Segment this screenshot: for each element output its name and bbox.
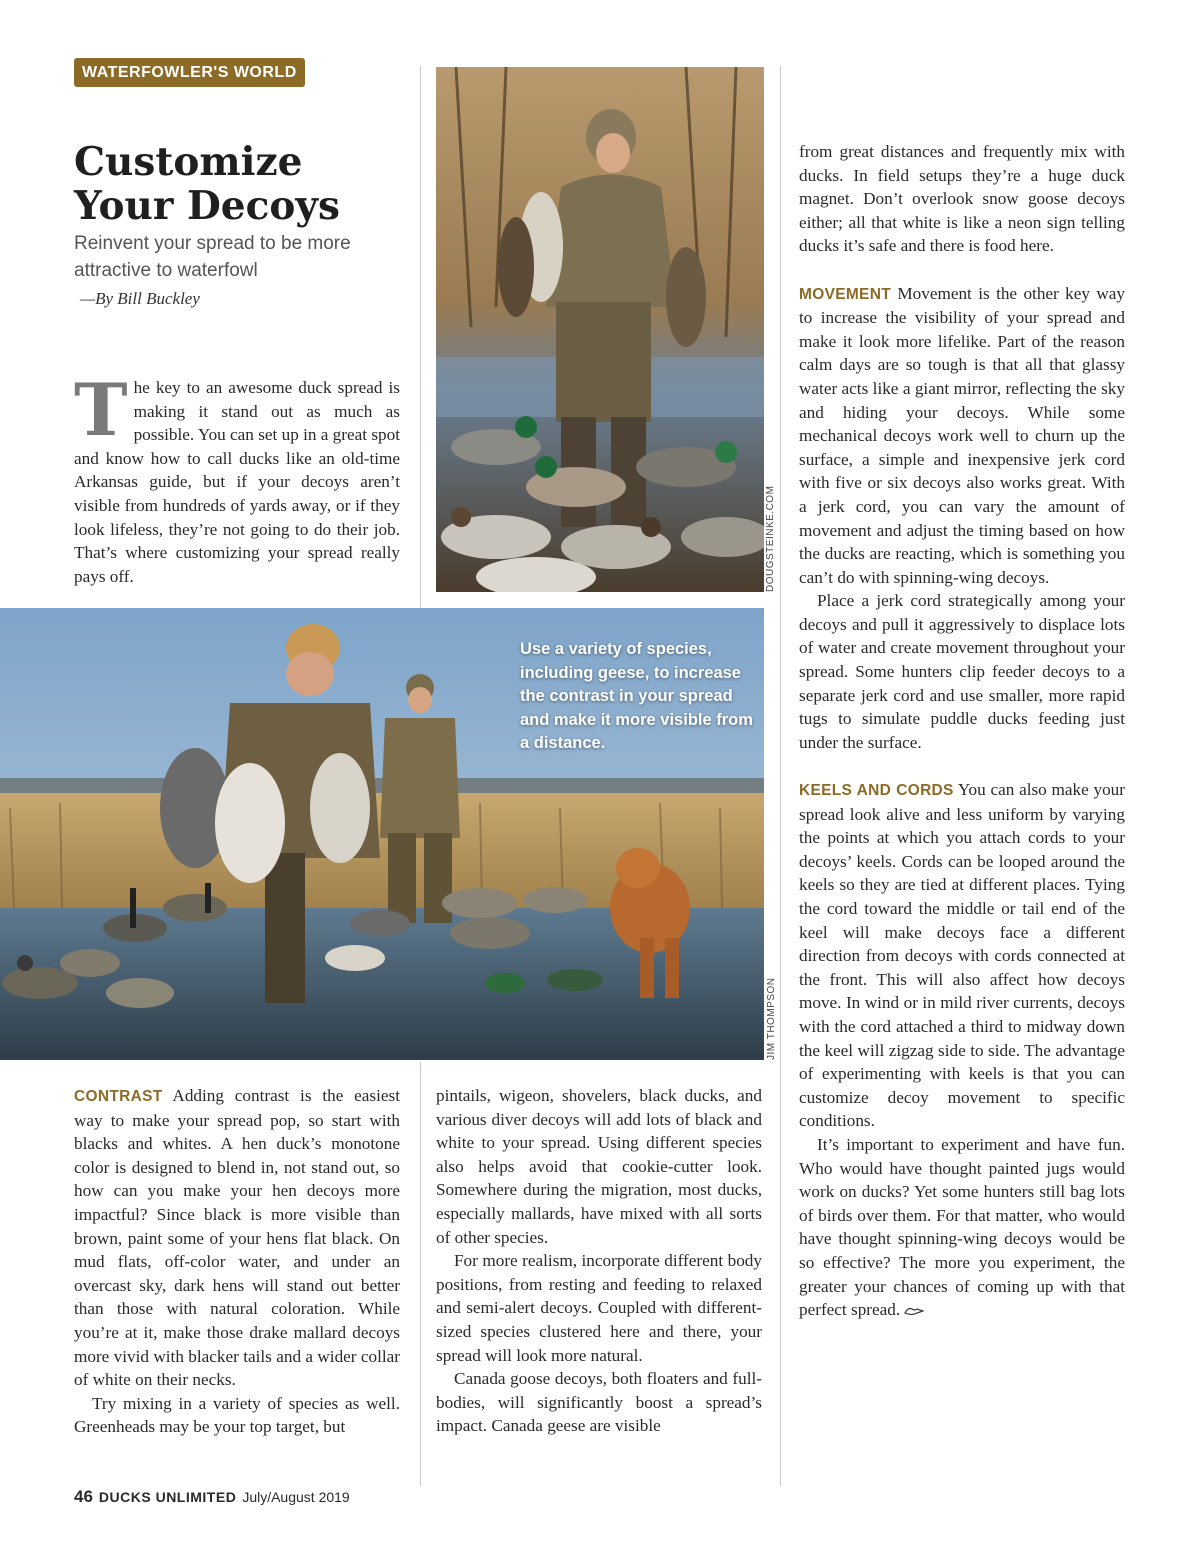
column-rule-right	[780, 66, 781, 1486]
drop-cap: T	[74, 367, 128, 452]
intro-paragraph	[74, 367, 400, 588]
contrast-paragraph	[74, 1084, 400, 1392]
movement-paragraph-2: Place a jerk cord strategically among your decoys and pull it aggressively to displace lots of water and create movement throughout your spread. Some hunters clip feeder decoys to a separate jerk cord and use smaller, more rapid tugs to simulate puddle ducks feeding just under the surface.	[799, 591, 1125, 752]
end-mark-duck-icon	[904, 1305, 924, 1317]
issue-date: July/August 2019	[242, 1489, 350, 1505]
photo-hunter-with-decoys	[436, 67, 764, 592]
deck-subtitle: Reinvent your spread to be more attractive to waterfowl	[74, 233, 351, 281]
middle-paragraph-2: For more realism, incorporate different body positions, from resting and feeding to relaxed and semi-alert decoys. Coupled with different-sized species clustered here and there, your spread will look more natural.	[436, 1251, 762, 1365]
photo-caption: Use a variety of species, including geese, to increase the contrast in your spread and make it more visible from a distance.	[520, 640, 753, 753]
keels-text: You can also make your spread look alive and less uniform by varying the points at which you attach cords to your decoys’ keels. Cords can be looped around the keels so they are tied at different places. Tying the cord toward the middle or tail end of the keel will make decoys face a different direction from decoys with cords connected at the front. This will also affect how decoys move. In wind or in mild river currents, decoys with the cord attached a third to midway down the keel will zigzag side to side. The advantage of experimenting with keels is that you can customize decoy movement to specific conditions.	[799, 780, 1125, 1131]
headline-line2: Your Decoys	[74, 183, 340, 229]
intro-column	[74, 367, 400, 588]
contrast-lead: CONTRAST	[74, 1088, 163, 1105]
keels-lead: KEELS AND CORDS	[799, 782, 954, 800]
photo-credit-wide: JIM THOMPSON	[766, 977, 777, 1060]
headline-line1: Customize	[74, 139, 303, 185]
column-rule-left	[420, 66, 421, 608]
middle-paragraph-3: Canada goose decoys, both floaters and full-bodies, will significantly boost a spread’s impact. Canada geese are visible	[436, 1369, 762, 1436]
column-rule-left-lower	[420, 1062, 421, 1486]
section-tag: WATERFOWLER'S WORLD	[74, 58, 305, 87]
contrast-text: Adding contrast is the easiest way to make your spread pop, so start with blacks and whites. A hen duck’s monotone color is designed to blend in, not stand out, so how can you make your hen decoys more impactful? Since black is more visible than brown, paint some of your hens flat black. On mud flats, off-color water, and under an overcast sky, dark hens will stand out better than those with natural coloration. While you’re at it, make those drake mallard decoys more vivid with blacker tails and a wider collar of white on their necks.	[74, 1086, 400, 1390]
page-footer	[74, 1487, 350, 1507]
magazine-name: DUCKS UNLIMITED	[98, 1489, 237, 1505]
keels-paragraph-2	[799, 1133, 1125, 1322]
keels-paragraph	[799, 778, 1125, 1133]
intro-text: he key to an awesome duck spread is making it stand out as much as possible. You can set up in a great spot and know how to call ducks like an old-time Arkansas guide, but if your decoys aren’t visible from hundreds of yards away, or if they look lifeless, they’re not going to do their job. That’s where customizing your spread really pays off.	[74, 378, 400, 586]
contrast-paragraph-2: Try mixing in a variety of species as well. Greenheads may be your top target, but	[74, 1393, 400, 1437]
photo-credit-top: DOUGSTEINKE.COM	[765, 485, 776, 592]
headline	[74, 140, 414, 228]
column-right	[799, 140, 1125, 1322]
right-paragraph-0: from great distances and frequently mix with ducks. In field setups they’re a huge duck magnet. Don’t overlook snow goose decoys either; all that white is like a neon sign telling ducks it’s safe and there is food here.	[799, 142, 1125, 256]
middle-paragraph-1: pintails, wigeon, shovelers, black ducks, and various diver decoys will add lots of black and white to your spread. Using different species also helps avoid that cookie-cutter look. Somewhere during the migration, most ducks, especially mallards, have mixed with all sorts of other species.	[436, 1086, 762, 1247]
movement-text: Movement is the other key way to increase the visibility of your spread and make it look more lifelike. Part of the reason calm days are so tough is that all that glassy water acts like a giant mirror, reflecting the sky and hiding your decoys. While some mechanical decoys work well to churn up the surface, a simple and inexpensive jerk cord with five or six decoys also works great. With a jerk cord, you can vary the amount of movement and adjust the timing based on how the ducks are reacting, which is something you can’t do with spinning-wing decoys.	[799, 283, 1125, 587]
byline: —By Bill Buckley	[80, 289, 200, 308]
page-number: 46	[74, 1487, 93, 1506]
column-left-lower	[74, 1084, 400, 1439]
movement-lead: MOVEMENT	[799, 285, 891, 303]
movement-paragraph	[799, 282, 1125, 590]
keels-text-2: It’s important to experiment and have fun. Who would have thought painted jugs would work on ducks? Yet some hunters still bag lots of birds over them. For that matter, who would have thought spinning-wing decoys would be so effective? The more you experiment, the greater your chances of coming up with that perfect spread.	[799, 1134, 1125, 1320]
column-middle-lower	[436, 1084, 762, 1438]
photo-hunter-illustration	[436, 67, 764, 592]
